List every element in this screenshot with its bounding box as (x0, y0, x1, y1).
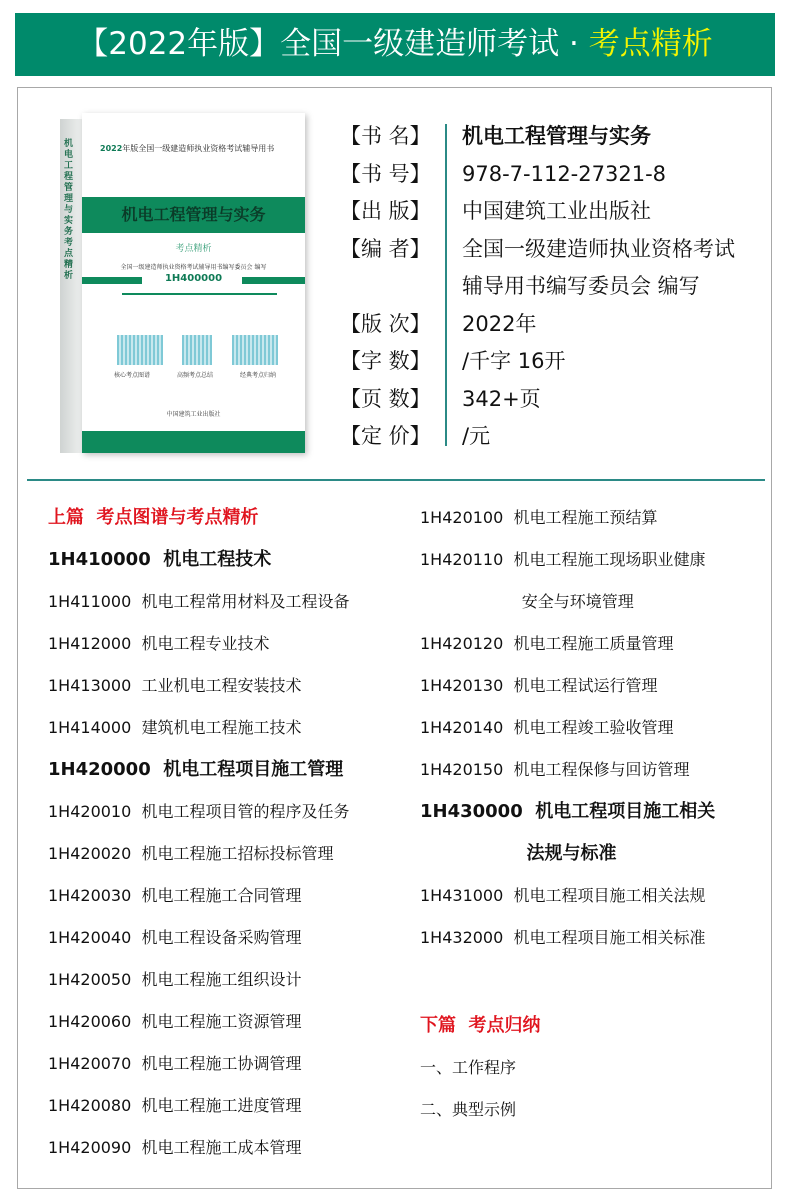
toc-item: 1H420100 机电工程施工预结算 (420, 508, 658, 527)
toc-item: 1H420140 机电工程竣工验收管理 (420, 718, 674, 737)
book-front (82, 113, 305, 453)
toc-chapter: 1H420000 机电工程项目施工管理 (48, 759, 344, 780)
info-label: 【字 数】 (340, 349, 431, 373)
cover-feature: 经典考点归纳 (240, 372, 277, 379)
toc-item: 1H431000 机电工程项目施工相关法规 (420, 886, 706, 905)
cover-code: 1H400000 (164, 273, 223, 284)
cover-graphic (117, 335, 163, 365)
toc-chapter: 法规与标准 (420, 843, 617, 864)
toc-item: 1H420040 机电工程设备采购管理 (48, 928, 302, 947)
info-value: 辅导用书编写委员会 编写 (462, 274, 700, 298)
toc-item: 1H420050 机电工程施工组织设计 (48, 970, 302, 989)
cover-rule (122, 293, 277, 295)
banner-highlight: 考点精析 (588, 26, 713, 62)
cover-feature: 核心考点图谱 (114, 372, 151, 379)
info-value: /千字 16开 (462, 349, 566, 373)
toc-item: 二、典型示例 (420, 1100, 517, 1119)
toc-item: 一、工作程序 (420, 1058, 517, 1077)
cover-feature: 高频考点总结 (177, 372, 214, 379)
banner-title: 【2022年版】全国一级建造师考试 · (77, 26, 589, 62)
info-label: 【定 价】 (340, 424, 431, 448)
toc-item: 1H420030 机电工程施工合同管理 (48, 886, 302, 905)
info-value: /元 (462, 424, 491, 448)
info-label: 【书 名】 (340, 124, 431, 148)
cover-series-year: 2022 (100, 144, 123, 153)
toc-item: 安全与环境管理 (420, 592, 634, 611)
cover-subtitle: 考点精析 (175, 244, 212, 254)
info-value: 中国建筑工业出版社 (462, 199, 651, 223)
toc-item: 1H420060 机电工程施工资源管理 (48, 1012, 302, 1031)
toc-item: 1H420080 机电工程施工进度管理 (48, 1096, 302, 1115)
book-cover (60, 113, 305, 455)
toc-item: 1H420010 机电工程项目管的程序及任务 (48, 802, 350, 821)
info-label: 【页 数】 (340, 386, 431, 411)
cover-footer-band (82, 431, 305, 453)
toc-item: 1H420090 机电工程施工成本管理 (48, 1138, 302, 1157)
info-divider (445, 124, 447, 446)
info-value: 342+页 (462, 386, 541, 411)
spine-title: 机电工程管理与实务考点精析 (64, 139, 74, 281)
toc-item: 1H412000 机电工程专业技术 (48, 634, 270, 653)
info-label: 【版 次】 (340, 311, 431, 336)
info-label: 【书 号】 (340, 161, 431, 186)
toc-item: 1H411000 机电工程常用材料及工程设备 (48, 592, 350, 611)
info-value: 978-7-112-27321-8 (462, 161, 667, 186)
info-label: 【出 版】 (340, 199, 431, 223)
toc-item: 1H420020 机电工程施工招标投标管理 (48, 844, 334, 863)
cover-series-text: 年版全国一级建造师执业资格考试辅导用书 (122, 144, 275, 153)
toc-item: 1H420130 机电工程试运行管理 (420, 676, 658, 695)
cover-series (100, 143, 274, 154)
toc-item: 1H432000 机电工程项目施工相关标准 (420, 928, 706, 947)
toc-item: 1H420150 机电工程保修与回访管理 (420, 760, 690, 779)
toc-item: 1H420070 机电工程施工协调管理 (48, 1054, 302, 1073)
cover-title: 机电工程管理与实务 (82, 197, 305, 233)
title-banner (15, 13, 775, 76)
toc-item: 1H413000 工业机电工程安装技术 (48, 676, 302, 695)
cover-publisher: 中国建筑工业出版社 (166, 411, 221, 418)
book-spine (60, 119, 82, 453)
info-value: 全国一级建造师执业资格考试 (462, 236, 735, 261)
toc-item: 1H414000 建筑机电工程施工技术 (48, 718, 302, 737)
toc-chapter: 1H410000 机电工程技术 (48, 549, 272, 570)
toc-chapter: 1H430000 机电工程项目施工相关 (420, 801, 716, 822)
toc-item: 1H420120 机电工程施工质量管理 (420, 634, 674, 653)
cover-graphic (232, 335, 278, 365)
toc-part-heading: 下篇 考点归纳 (420, 1015, 541, 1036)
info-value: 机电工程管理与实务 (462, 124, 651, 148)
info-label: 【编 者】 (340, 236, 431, 261)
section-divider (27, 479, 765, 481)
toc-item: 1H420110 机电工程施工现场职业健康 (420, 550, 706, 569)
info-value: 2022年 (462, 311, 537, 336)
toc-part-heading: 上篇 考点图谱与考点精析 (48, 507, 259, 528)
cover-graphic (182, 335, 212, 365)
cover-editor: 全国一级建造师执业资格考试辅导用书编写委员会 编写 (120, 264, 267, 271)
